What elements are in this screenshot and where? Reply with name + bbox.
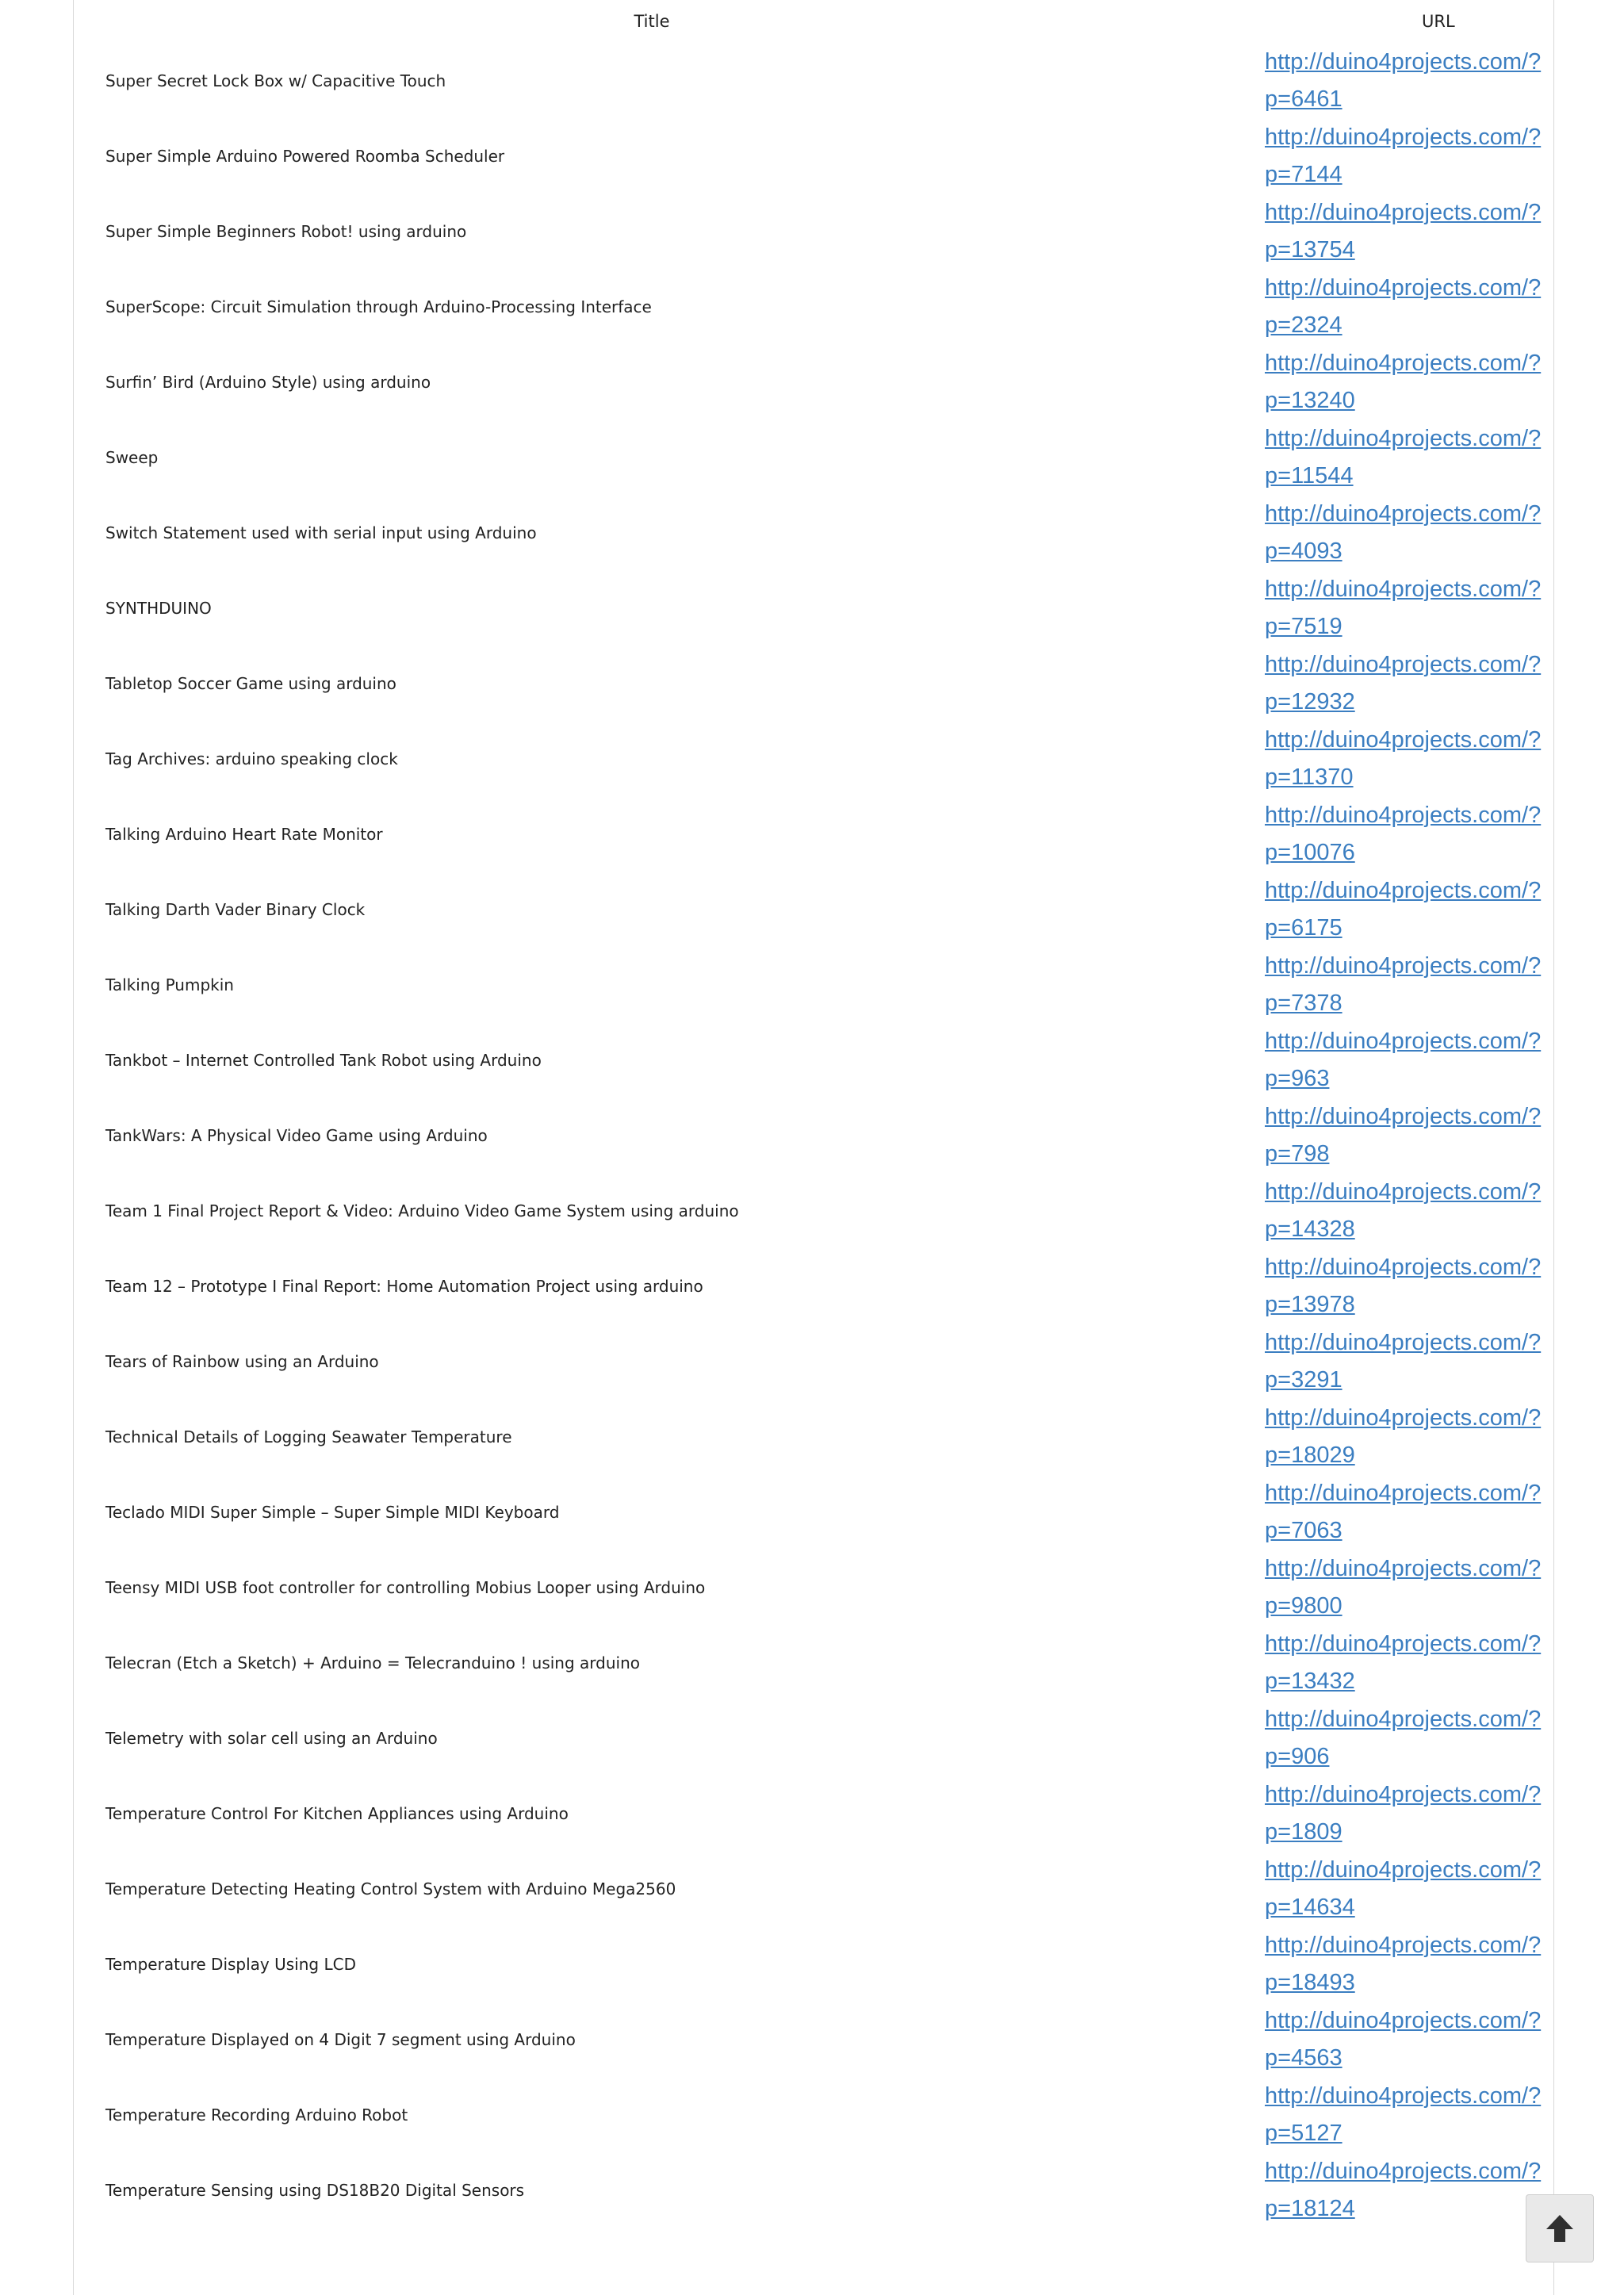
table-row: [105, 947, 1553, 1022]
project-title: TankWars: A Physical Video Game using Arduino: [105, 1125, 488, 1145]
project-url-link[interactable]: [1265, 1255, 1541, 1317]
project-url-link[interactable]: [1265, 351, 1541, 413]
project-title: Teensy MIDI USB foot controller for controlling Mobius Looper using Arduino: [105, 1577, 706, 1597]
url-line-1: http://duino4projects.com/?: [1265, 124, 1542, 150]
project-title: Talking Pumpkin: [105, 975, 234, 994]
table-row: [105, 1550, 1553, 1625]
project-url-link[interactable]: [1265, 652, 1541, 715]
url-line-1: http://duino4projects.com/?: [1265, 48, 1542, 75]
url-line-1: http://duino4projects.com/?: [1265, 877, 1542, 903]
project-url-cell: [1265, 1474, 1553, 1550]
project-title: Temperature Recording Arduino Robot: [105, 2105, 408, 2125]
url-line-2: p=10076: [1265, 839, 1355, 865]
project-url-cell: [1265, 2002, 1553, 2077]
table-row: [105, 1173, 1553, 1248]
project-url-cell: [1265, 947, 1553, 1022]
url-line-2: p=18029: [1265, 1442, 1355, 1468]
url-line-2: p=13240: [1265, 387, 1355, 413]
project-title: Team 12 – Prototype I Final Report: Home Automation Project using arduino: [105, 1276, 703, 1296]
table-row: [105, 1324, 1553, 1399]
table-row: [105, 1851, 1553, 1926]
url-line-1: http://duino4projects.com/?: [1265, 1781, 1542, 1807]
content-area: [73, 0, 1554, 2295]
project-url-link[interactable]: [1265, 125, 1541, 187]
url-line-1: http://duino4projects.com/?: [1265, 1329, 1542, 1355]
project-url-link[interactable]: [1265, 49, 1541, 112]
project-url-link[interactable]: [1265, 1330, 1541, 1393]
project-url-cell: [1265, 796, 1553, 872]
table-header-row: [105, 0, 1553, 43]
title-column-header: Title: [634, 12, 670, 31]
back-to-top-button[interactable]: [1526, 2194, 1594, 2262]
url-line-2: p=3291: [1265, 1366, 1342, 1393]
url-line-2: p=9800: [1265, 1592, 1342, 1619]
project-url-cell: [1265, 1926, 1553, 2002]
project-url-link[interactable]: [1265, 577, 1541, 639]
url-line-2: p=798: [1265, 1140, 1330, 1167]
project-title: Temperature Detecting Heating Control System with Arduino Mega2560: [105, 1879, 676, 1898]
url-line-2: p=18124: [1265, 2195, 1355, 2221]
table-row: [105, 1926, 1553, 2002]
url-line-2: p=6461: [1265, 86, 1342, 112]
project-title: Sweep: [105, 447, 159, 467]
url-line-1: http://duino4projects.com/?: [1265, 1932, 1542, 1958]
table-row: [105, 344, 1553, 420]
project-url-cell: [1265, 1550, 1553, 1625]
project-url-link[interactable]: [1265, 1857, 1541, 1920]
table-row: [105, 2002, 1553, 2077]
url-line-1: http://duino4projects.com/?: [1265, 1103, 1542, 1129]
project-title: Team 1 Final Project Report & Video: Arduino Video Game System using arduino: [105, 1201, 739, 1220]
url-line-2: p=1809: [1265, 1818, 1342, 1845]
url-line-2: p=11544: [1265, 462, 1354, 489]
project-url-link[interactable]: [1265, 1556, 1541, 1619]
table-row: [105, 495, 1553, 570]
table-row: [105, 1098, 1553, 1173]
project-title: Temperature Displayed on 4 Digit 7 segment using Arduino: [105, 2029, 576, 2049]
arrow-up-icon: [1544, 2213, 1576, 2244]
url-line-2: p=13978: [1265, 1291, 1355, 1317]
project-title: Telemetry with solar cell using an Arduino: [105, 1728, 438, 1748]
project-url-link[interactable]: [1265, 1179, 1541, 1242]
url-line-1: http://duino4projects.com/?: [1265, 2082, 1542, 2109]
project-url-link[interactable]: [1265, 1782, 1541, 1845]
url-line-1: http://duino4projects.com/?: [1265, 1856, 1542, 1883]
project-url-link[interactable]: [1265, 2083, 1541, 2146]
url-line-2: p=4563: [1265, 2044, 1342, 2071]
project-url-link[interactable]: [1265, 878, 1541, 941]
table-row: [105, 1022, 1553, 1098]
project-url-cell: [1265, 2077, 1553, 2152]
project-url-link[interactable]: [1265, 501, 1541, 564]
project-title: Super Simple Beginners Robot! using arduino: [105, 221, 467, 241]
project-title: Super Secret Lock Box w/ Capacitive Touch: [105, 71, 446, 90]
table-row: [105, 2077, 1553, 2152]
project-url-cell: [1265, 1173, 1553, 1248]
project-url-cell: [1265, 1700, 1553, 1776]
project-title: Talking Darth Vader Binary Clock: [105, 899, 366, 919]
project-title: Teclado MIDI Super Simple – Super Simple MIDI Keyboard: [105, 1502, 560, 1522]
project-url-cell: [1265, 43, 1553, 118]
project-url-link[interactable]: [1265, 1104, 1541, 1167]
url-column-header: URL: [1422, 12, 1455, 31]
project-title: Technical Details of Logging Seawater Temperature: [105, 1427, 512, 1446]
project-url-link[interactable]: [1265, 2159, 1541, 2221]
project-title: Tankbot – Internet Controlled Tank Robot using Arduino: [105, 1050, 542, 1070]
table-row: [105, 1700, 1553, 1776]
url-line-2: p=14328: [1265, 1216, 1355, 1242]
project-url-link[interactable]: [1265, 1631, 1541, 1694]
table-body: [105, 43, 1553, 2228]
project-url-link[interactable]: [1265, 1405, 1541, 1468]
url-line-1: http://duino4projects.com/?: [1265, 274, 1542, 301]
table-row: [105, 1399, 1553, 1474]
url-line-2: p=18493: [1265, 1969, 1355, 1995]
project-url-link[interactable]: [1265, 1707, 1541, 1769]
url-line-2: p=11370: [1265, 764, 1354, 790]
url-line-2: p=4093: [1265, 538, 1342, 564]
url-line-2: p=2324: [1265, 312, 1342, 338]
table-row: [105, 2152, 1553, 2228]
project-url-cell: [1265, 193, 1553, 269]
project-url-cell: [1265, 1098, 1553, 1173]
project-url-cell: [1265, 872, 1553, 947]
project-title: Temperature Display Using LCD: [105, 1954, 356, 1974]
project-url-cell: [1265, 1022, 1553, 1098]
table-row: [105, 193, 1553, 269]
url-line-1: http://duino4projects.com/?: [1265, 500, 1542, 527]
url-line-2: p=963: [1265, 1065, 1330, 1091]
table-row: [105, 570, 1553, 646]
project-url-link[interactable]: [1265, 200, 1541, 262]
table-row: [105, 721, 1553, 796]
table-row: [105, 1625, 1553, 1700]
project-title: Temperature Control For Kitchen Appliances using Arduino: [105, 1803, 569, 1823]
project-url-link[interactable]: [1265, 2008, 1541, 2071]
url-line-2: p=7144: [1265, 161, 1342, 187]
url-line-1: http://duino4projects.com/?: [1265, 1178, 1542, 1205]
table-row: [105, 269, 1553, 344]
project-url-cell: [1265, 344, 1553, 420]
project-title: Tabletop Soccer Game using arduino: [105, 673, 396, 693]
project-url-cell: [1265, 721, 1553, 796]
project-url-link[interactable]: [1265, 1933, 1541, 1995]
project-title: SuperScope: Circuit Simulation through Arduino-Processing Interface: [105, 297, 652, 316]
project-title: Tag Archives: arduino speaking clock: [105, 749, 398, 768]
url-line-2: p=7378: [1265, 990, 1342, 1016]
project-url-cell: [1265, 495, 1553, 570]
project-url-link[interactable]: [1265, 727, 1541, 790]
project-url-cell: [1265, 1851, 1553, 1926]
project-title: Talking Arduino Heart Rate Monitor: [105, 824, 383, 844]
url-line-2: p=7063: [1265, 1517, 1342, 1543]
url-line-2: p=12932: [1265, 688, 1355, 715]
project-url-cell: [1265, 1399, 1553, 1474]
table-row: [105, 1248, 1553, 1324]
project-url-link[interactable]: [1265, 803, 1541, 865]
project-url-link[interactable]: [1265, 1481, 1541, 1543]
url-line-1: http://duino4projects.com/?: [1265, 1404, 1542, 1431]
project-url-cell: [1265, 269, 1553, 344]
table-row: [105, 118, 1553, 193]
project-url-cell: [1265, 1776, 1553, 1851]
url-line-1: http://duino4projects.com/?: [1265, 2007, 1542, 2033]
project-url-link[interactable]: [1265, 1029, 1541, 1091]
url-line-1: http://duino4projects.com/?: [1265, 425, 1542, 451]
url-line-1: http://duino4projects.com/?: [1265, 2158, 1542, 2184]
project-url-link[interactable]: [1265, 275, 1541, 338]
project-url-cell: [1265, 118, 1553, 193]
project-url-cell: [1265, 1248, 1553, 1324]
url-line-1: http://duino4projects.com/?: [1265, 1254, 1542, 1280]
url-line-1: http://duino4projects.com/?: [1265, 802, 1542, 828]
project-url-cell: [1265, 2152, 1553, 2228]
url-line-1: http://duino4projects.com/?: [1265, 1555, 1542, 1581]
project-title: Surfin’ Bird (Arduino Style) using arduino: [105, 372, 431, 392]
url-line-1: http://duino4projects.com/?: [1265, 952, 1542, 979]
url-line-2: p=7519: [1265, 613, 1342, 639]
table-row: [105, 1474, 1553, 1550]
project-url-cell: [1265, 1625, 1553, 1700]
table-row: [105, 796, 1553, 872]
project-url-cell: [1265, 420, 1553, 495]
url-line-2: p=13432: [1265, 1668, 1355, 1694]
table-row: [105, 43, 1553, 118]
url-line-2: p=14634: [1265, 1894, 1355, 1920]
url-line-2: p=6175: [1265, 914, 1342, 941]
url-line-1: http://duino4projects.com/?: [1265, 199, 1542, 225]
url-line-1: http://duino4projects.com/?: [1265, 1028, 1542, 1054]
project-url-cell: [1265, 570, 1553, 646]
url-line-1: http://duino4projects.com/?: [1265, 1480, 1542, 1506]
project-title: Super Simple Arduino Powered Roomba Scheduler: [105, 146, 505, 166]
url-line-1: http://duino4projects.com/?: [1265, 1630, 1542, 1657]
projects-table: [105, 0, 1553, 2228]
url-line-2: p=906: [1265, 1743, 1330, 1769]
project-title: SYNTHDUINO: [105, 598, 212, 618]
table-row: [105, 1776, 1553, 1851]
url-line-2: p=5127: [1265, 2120, 1342, 2146]
project-title: Tears of Rainbow using an Arduino: [105, 1351, 379, 1371]
table-row: [105, 646, 1553, 721]
url-line-1: http://duino4projects.com/?: [1265, 1706, 1542, 1732]
url-line-1: http://duino4projects.com/?: [1265, 350, 1542, 376]
url-line-1: http://duino4projects.com/?: [1265, 576, 1542, 602]
url-line-1: http://duino4projects.com/?: [1265, 726, 1542, 753]
project-title: Temperature Sensing using DS18B20 Digital Sensors: [105, 2180, 525, 2200]
project-title: Switch Statement used with serial input using Arduino: [105, 523, 537, 542]
project-url-cell: [1265, 1324, 1553, 1399]
project-title: Telecran (Etch a Sketch) + Arduino = Telecranduino ! using arduino: [105, 1653, 640, 1672]
table-row: [105, 872, 1553, 947]
url-line-2: p=13754: [1265, 236, 1355, 262]
project-url-link[interactable]: [1265, 426, 1541, 489]
project-url-cell: [1265, 646, 1553, 721]
project-url-link[interactable]: [1265, 953, 1541, 1016]
url-line-1: http://duino4projects.com/?: [1265, 651, 1542, 677]
table-row: [105, 420, 1553, 495]
